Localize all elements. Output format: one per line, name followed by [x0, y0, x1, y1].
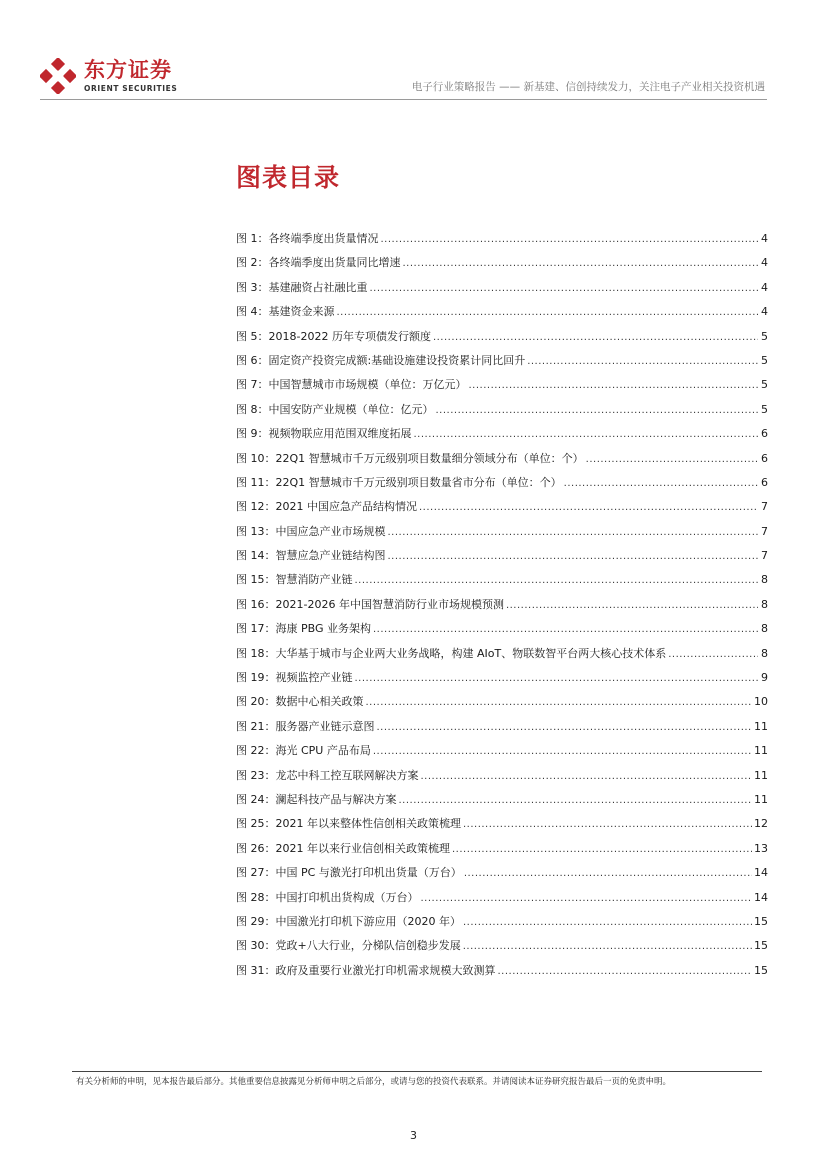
toc-entry[interactable] — [236, 425, 768, 449]
toc-entry-page: 6 — [761, 427, 768, 441]
toc-entry[interactable] — [236, 523, 768, 547]
toc-entry-page: 5 — [761, 353, 768, 367]
toc-leader-dots — [355, 673, 759, 684]
toc-entry-page: 7 — [761, 500, 768, 514]
toc-leader-dots — [399, 795, 753, 806]
toc-entry-page: 13 — [754, 841, 768, 855]
toc-entry-page: 10 — [754, 695, 768, 709]
toc-entry-page: 5 — [761, 329, 768, 343]
brand-name-cn: 东方证券 — [84, 58, 172, 82]
toc-leader-dots — [498, 966, 753, 977]
toc-entry-label: 图 20：数据中心相关政策 — [236, 695, 364, 709]
toc-entry[interactable] — [236, 401, 768, 425]
toc-entry-page: 5 — [761, 378, 768, 392]
toc-leader-dots — [586, 454, 758, 465]
toc-entry[interactable] — [236, 767, 768, 791]
brand-name-en: ORIENT SECURITIES — [84, 84, 178, 93]
footer-divider — [72, 1071, 762, 1072]
toc-leader-dots — [388, 527, 759, 538]
toc-entry[interactable] — [236, 669, 768, 693]
toc-entry-label: 图 11：22Q1 智慧城市千万元级别项目数量省市分布（单位：个） — [236, 475, 562, 489]
toc-leader-dots — [421, 893, 753, 904]
toc-entry-label: 图 10：22Q1 智慧城市千万元级别项目数量细分领域分布（单位：个） — [236, 451, 584, 465]
toc-entry-label: 图 25：2021 年以来整体性信创相关政策梳理 — [236, 817, 461, 831]
toc-entry-page: 4 — [761, 232, 768, 245]
toc-leader-dots — [469, 380, 759, 391]
toc-entry[interactable] — [236, 328, 768, 352]
toc-entry-label: 图 19：视频监控产业链 — [236, 671, 353, 685]
toc-entry-label: 图 23：龙芯中科工控互联网解决方案 — [236, 768, 419, 782]
toc-leader-dots — [370, 283, 759, 294]
toc-entry-page: 14 — [754, 890, 768, 904]
toc-entry[interactable] — [236, 962, 768, 986]
toc-entry-label: 图 16：2021-2026 年中国智慧消防行业市场规模预测 — [236, 597, 504, 611]
toc-entry[interactable] — [236, 645, 768, 669]
toc-entry[interactable] — [236, 498, 768, 522]
toc-entry-page: 6 — [761, 451, 768, 465]
toc-entry-page: 15 — [754, 939, 768, 953]
toc-entry-label: 图 3：基建融资占社融比重 — [236, 280, 368, 294]
page-header — [0, 0, 827, 104]
toc-entry-page: 11 — [754, 792, 768, 806]
orient-securities-logo-icon — [40, 58, 76, 94]
toc-entry-page: 6 — [761, 475, 768, 489]
toc-leader-dots — [419, 502, 758, 513]
toc-entry-page: 5 — [761, 402, 768, 416]
figure-index-list — [236, 230, 768, 986]
toc-entry-label: 图 21：服务器产业链示意图 — [236, 719, 375, 733]
toc-entry-label: 图 22：海光 CPU 产品布局 — [236, 744, 371, 758]
toc-entry-page: 9 — [761, 671, 768, 685]
toc-entry-page: 8 — [761, 597, 768, 611]
toc-entry[interactable] — [236, 230, 768, 254]
page-number: 3 — [410, 1129, 417, 1142]
toc-entry-label: 图 30：党政+八大行业，分梯队信创稳步发展 — [236, 939, 461, 953]
toc-entry[interactable] — [236, 937, 768, 961]
toc-leader-dots — [436, 405, 759, 416]
toc-entry-page: 7 — [761, 524, 768, 538]
toc-entry-page: 4 — [761, 256, 768, 270]
toc-entry[interactable] — [236, 693, 768, 717]
toc-leader-dots — [388, 551, 759, 562]
toc-entry[interactable] — [236, 547, 768, 571]
toc-entry[interactable] — [236, 596, 768, 620]
toc-leader-dots — [381, 234, 759, 245]
section-title: 图表目录 — [236, 163, 341, 192]
toc-leader-dots — [355, 575, 759, 586]
toc-entry[interactable] — [236, 571, 768, 595]
toc-entry-label: 图 6：固定资产投资完成额:基础设施建设投资累计同比回升 — [236, 353, 526, 367]
toc-entry[interactable] — [236, 791, 768, 815]
toc-leader-dots — [452, 844, 752, 855]
toc-entry[interactable] — [236, 889, 768, 913]
toc-entry-page: 15 — [754, 914, 768, 928]
toc-leader-dots — [463, 917, 752, 928]
toc-leader-dots — [366, 697, 753, 708]
toc-entry-label: 图 8：中国安防产业规模（单位：亿元） — [236, 402, 434, 416]
toc-entry-page: 12 — [754, 817, 768, 831]
toc-entry[interactable] — [236, 450, 768, 474]
toc-leader-dots — [564, 478, 758, 489]
toc-entry-label: 图 5：2018-2022 历年专项债发行额度 — [236, 329, 431, 343]
toc-entry[interactable] — [236, 913, 768, 937]
footer-disclaimer: 有关分析师的申明，见本报告最后部分。其他重要信息披露见分析师申明之后部分，或请与您的投资代表联系。并请阅读本证券研究报告最后一页的免责申明。 — [76, 1077, 672, 1087]
toc-entry-label: 图 18：大华基于城市与企业两大业务战略，构建 AIoT、物联数智平台两大核心技术体系 — [236, 646, 667, 660]
toc-leader-dots — [373, 624, 758, 635]
toc-leader-dots — [463, 941, 752, 952]
toc-leader-dots — [433, 332, 758, 343]
toc-entry[interactable] — [236, 376, 768, 400]
toc-entry-page: 8 — [761, 646, 768, 660]
toc-entry[interactable] — [236, 718, 768, 742]
toc-entry-page: 4 — [761, 305, 768, 319]
toc-leader-dots — [506, 600, 758, 611]
toc-entry-label: 图 29：中国激光打印机下游应用（2020 年） — [236, 914, 461, 928]
toc-entry-label: 图 28：中国打印机出货构成（万台） — [236, 890, 419, 904]
toc-leader-dots — [377, 722, 753, 733]
toc-entry[interactable] — [236, 840, 768, 864]
toc-entry-label: 图 31：政府及重要行业激光打印机需求规模大致测算 — [236, 963, 496, 977]
report-title: 电子行业策略报告 —— 新基建、信创持续发力，关注电子产业相关投资机遇 — [411, 81, 765, 93]
toc-leader-dots — [668, 649, 758, 660]
toc-entry-page: 14 — [754, 866, 768, 880]
toc-entry-label: 图 17：海康 PBG 业务架构 — [236, 622, 371, 636]
toc-leader-dots — [464, 868, 752, 879]
toc-entry-page: 7 — [761, 549, 768, 563]
toc-entry-page: 11 — [754, 768, 768, 782]
toc-entry[interactable] — [236, 254, 768, 278]
toc-entry-label: 图 1：各终端季度出货量情况 — [236, 232, 379, 245]
toc-entry[interactable] — [236, 742, 768, 766]
toc-entry-page: 8 — [761, 622, 768, 636]
toc-entry-label: 图 7：中国智慧城市市场规模（单位：万亿元） — [236, 378, 467, 392]
toc-entry-page: 8 — [761, 573, 768, 587]
toc-entry-label: 图 24：澜起科技产品与解决方案 — [236, 792, 397, 806]
toc-leader-dots — [373, 746, 752, 757]
toc-leader-dots — [421, 771, 753, 782]
toc-entry-label: 图 12：2021 中国应急产品结构情况 — [236, 500, 417, 514]
toc-entry-label: 图 26：2021 年以来行业信创相关政策梳理 — [236, 841, 450, 855]
toc-leader-dots — [414, 429, 759, 440]
toc-entry[interactable] — [236, 474, 768, 498]
toc-entry[interactable] — [236, 864, 768, 888]
toc-leader-dots — [463, 819, 752, 830]
toc-entry-label: 图 14：智慧应急产业链结构图 — [236, 549, 386, 563]
toc-leader-dots — [403, 258, 759, 269]
toc-entry-label: 图 15：智慧消防产业链 — [236, 573, 353, 587]
toc-entry-label: 图 4：基建资金来源 — [236, 305, 335, 319]
toc-entry[interactable] — [236, 352, 768, 376]
toc-entry[interactable] — [236, 815, 768, 839]
toc-entry-label: 图 2：各终端季度出货量同比增速 — [236, 256, 401, 270]
toc-entry-label: 图 9：视频物联应用范围双维度拓展 — [236, 427, 412, 441]
toc-entry-label: 图 27：中国 PC 与激光打印机出货量（万台） — [236, 866, 462, 880]
toc-entry-page: 4 — [761, 280, 768, 294]
toc-entry[interactable] — [236, 620, 768, 644]
toc-entry-page: 11 — [754, 719, 768, 733]
toc-leader-dots — [527, 356, 758, 367]
toc-entry-page: 15 — [754, 963, 768, 977]
header-divider — [40, 99, 767, 100]
toc-entry[interactable] — [236, 303, 768, 327]
toc-entry[interactable] — [236, 279, 768, 303]
toc-entry-page: 11 — [754, 744, 768, 758]
toc-leader-dots — [337, 307, 759, 318]
toc-entry-label: 图 13：中国应急产业市场规模 — [236, 524, 386, 538]
